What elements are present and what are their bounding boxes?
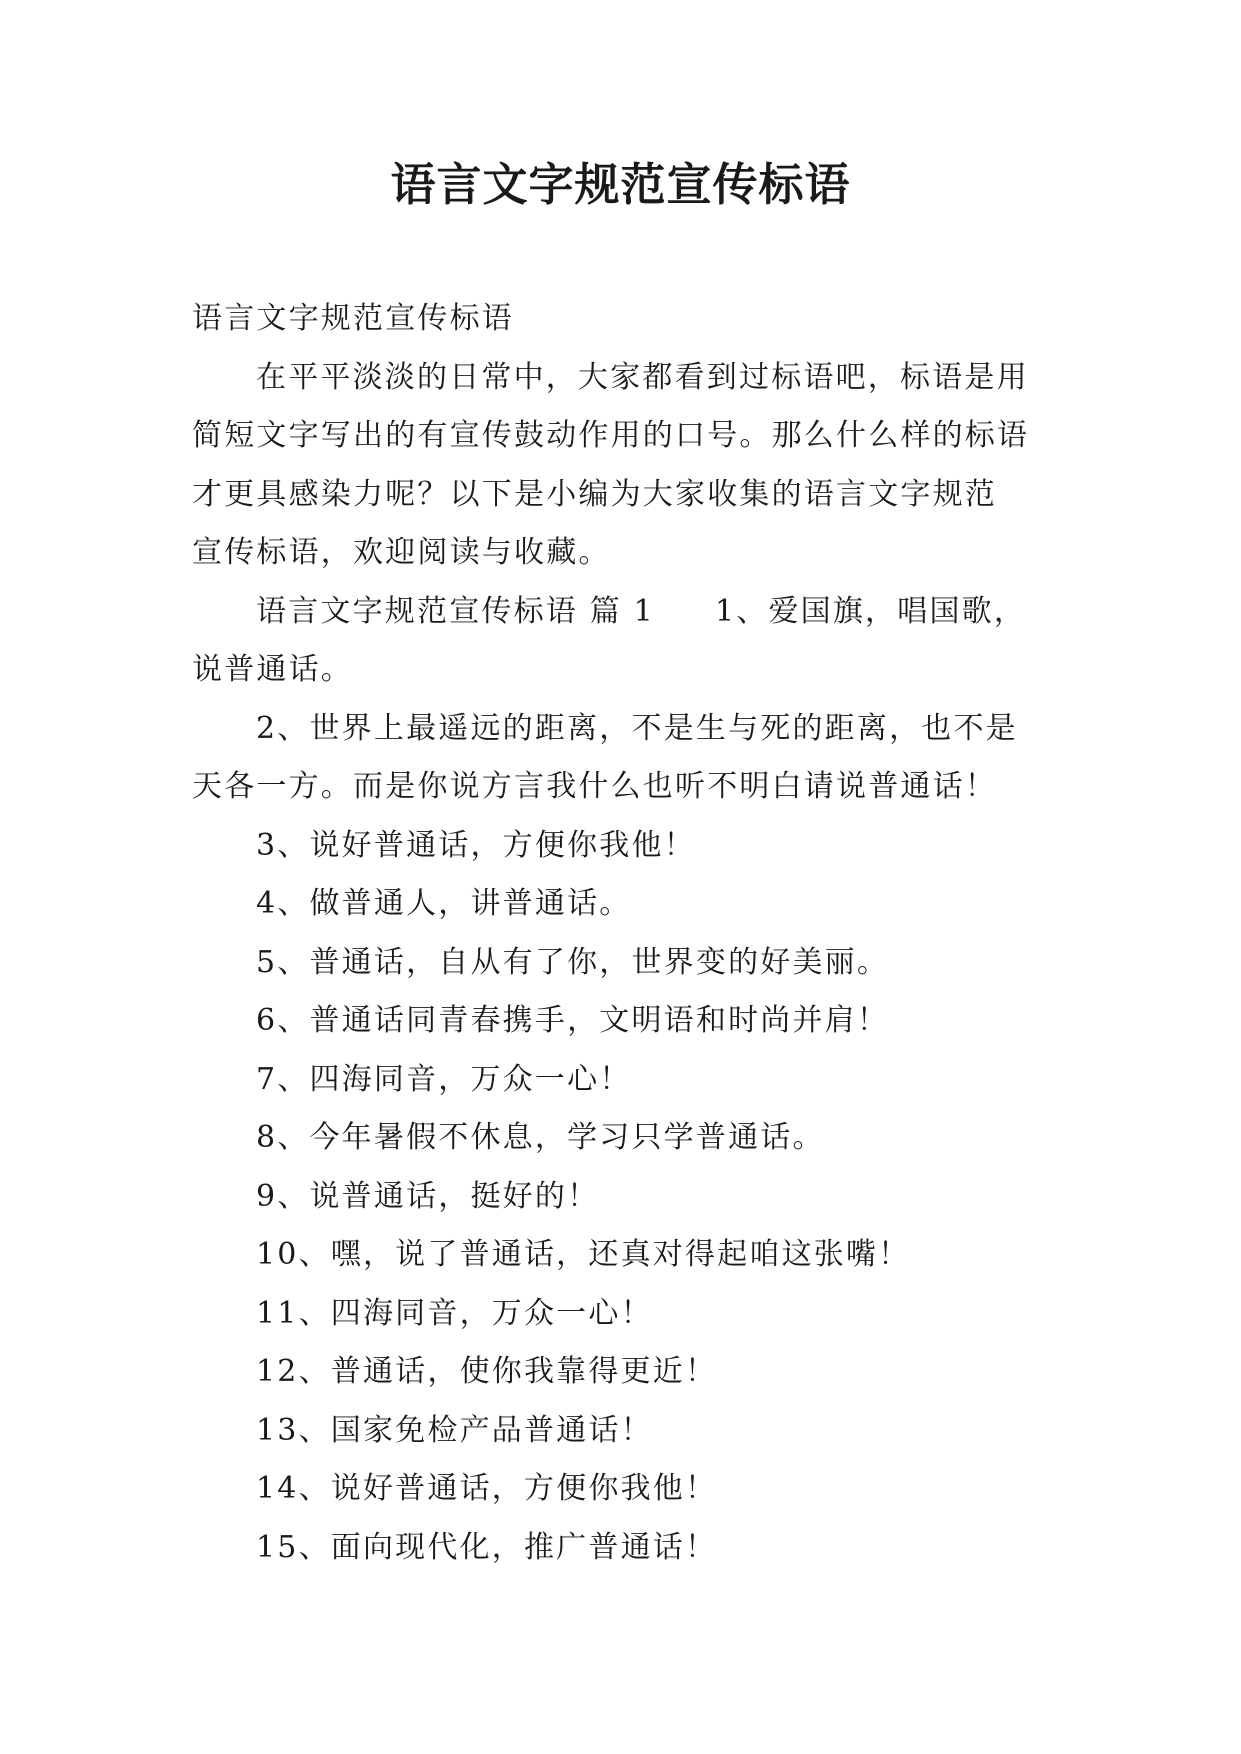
slogan-item-6: 6、普通话同青春携手，文明语和时尚并肩！ xyxy=(256,1003,890,1038)
section-heading: 语言文字规范宣传标语 篇 1 xyxy=(256,593,655,629)
intro-line-4: 宣传标语，欢迎阅读与收藏。 xyxy=(192,535,611,570)
slogan-item-12: 12、普通话，使你我靠得更近！ xyxy=(256,1354,718,1389)
document-body xyxy=(192,290,1058,1577)
document-subtitle: 语言文字规范宣传标语 xyxy=(192,301,514,336)
slogan-item-2-part-2: 天各一方。而是你说方言我什么也听不明白请说普通话！ xyxy=(192,769,997,804)
slogan-item-14: 14、说好普通话，方便你我他！ xyxy=(256,1471,718,1506)
slogan-item-1-part-2: 说普通话。 xyxy=(192,652,353,687)
slogan-item-5: 5、普通话，自从有了你，世界变的好美丽。 xyxy=(256,944,890,980)
intro-line-1: 在平平淡淡的日常中，大家都看到过标语吧，标语是用 xyxy=(256,359,1029,395)
slogan-item-1-part-1: 1、爱国旗，唱国歌， xyxy=(714,593,1027,629)
slogan-item-3: 3、说好普通话，方便你我他！ xyxy=(256,827,696,863)
section-heading-line xyxy=(192,583,1058,642)
intro-line-2: 简短文字写出的有宣传鼓动作用的口号。那么什么样的标语 xyxy=(192,418,1030,453)
slogan-item-4: 4、做普通人，讲普通话。 xyxy=(256,886,632,921)
slogan-item-11: 11、四海同音，万众一心！ xyxy=(256,1295,653,1331)
slogan-item-15: 15、面向现代化，推广普通话！ xyxy=(256,1529,718,1565)
slogan-item-8: 8、今年暑假不休息，学习只学普通话。 xyxy=(256,1120,825,1155)
slogan-item-9: 9、说普通话，挺好的！ xyxy=(256,1178,600,1214)
slogan-item-10: 10、嘿，说了普通话，还真对得起咱这张嘴！ xyxy=(256,1237,911,1272)
slogan-item-2-part-1: 2、世界上最遥远的距离，不是生与死的距离，也不是 xyxy=(256,710,1018,746)
intro-line-3: 才更具感染力呢？以下是小编为大家收集的语言文字规范 xyxy=(192,476,997,512)
slogan-item-7: 7、四海同音，万众一心！ xyxy=(256,1061,632,1097)
document-title: 语言文字规范宣传标语 xyxy=(390,158,851,211)
slogan-item-13: 13、国家免检产品普通话！ xyxy=(256,1412,653,1448)
